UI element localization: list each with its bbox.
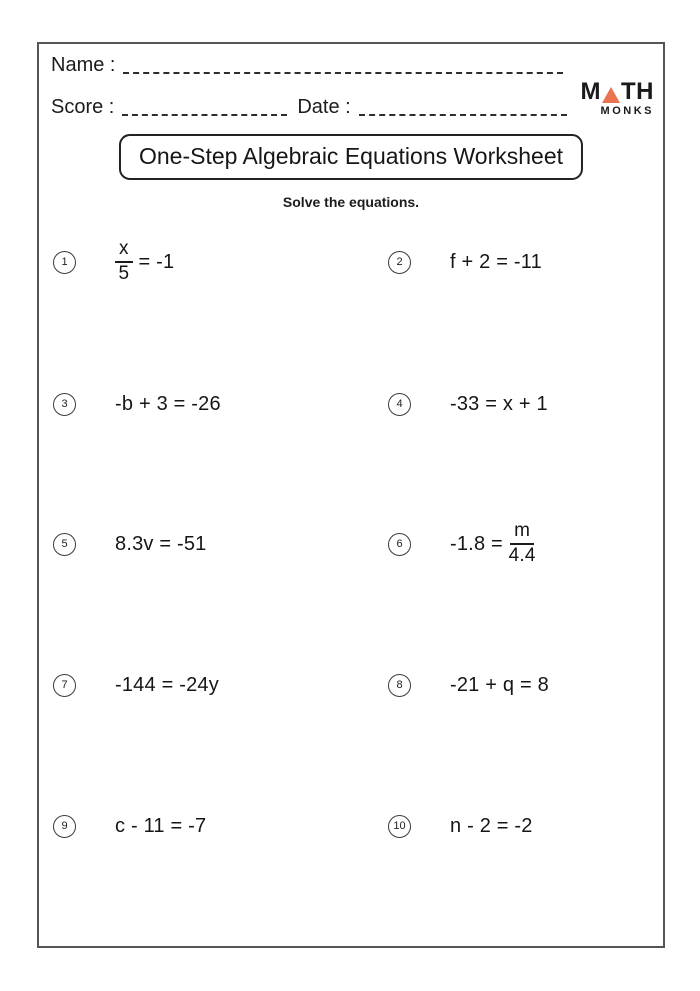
problem-9 [53, 796, 206, 856]
logo-letter-m: M [580, 78, 601, 105]
problem-8 [388, 655, 549, 715]
problem-number-badge: 4 [388, 393, 411, 416]
equation [450, 251, 542, 274]
equation [115, 239, 174, 285]
equation [115, 674, 219, 697]
equation-text: c - 11 = -7 [115, 814, 207, 837]
fraction [115, 239, 133, 285]
problem-10 [388, 796, 533, 856]
equation-text: -33 = x + 1 [450, 392, 548, 415]
problem-number-badge: 6 [388, 533, 411, 556]
math-monks-logo [581, 80, 655, 117]
problem-2 [388, 232, 542, 292]
equation [450, 521, 536, 567]
name-fill-line [123, 64, 563, 74]
date-label: Date : [297, 96, 351, 118]
equation [115, 393, 221, 416]
equation-text: -1.8 = [450, 532, 509, 555]
equation-text: -144 = -24y [115, 673, 219, 696]
problem-number-badge: 1 [53, 251, 76, 274]
problem-number-badge: 8 [388, 674, 411, 697]
page-title: One-Step Algebraic Equations Worksheet [138, 143, 564, 169]
equation [450, 815, 533, 838]
equation-text: n - 2 = -2 [450, 814, 533, 837]
fraction-denominator: 5 [118, 263, 130, 284]
problem-6 [388, 514, 536, 574]
logo-subtext: MONKS [600, 105, 654, 117]
equation-text: -b + 3 = -26 [115, 392, 221, 415]
problem-7 [53, 655, 219, 715]
triangle-icon [602, 87, 620, 103]
fraction-numerator: x [115, 239, 133, 263]
problem-1 [53, 232, 174, 292]
problem-number-badge: 7 [53, 674, 76, 697]
equation-text: 8.3v = -51 [115, 532, 207, 555]
problem-4 [388, 374, 548, 434]
fraction-numerator: m [510, 521, 534, 545]
date-fill-line [359, 106, 567, 116]
instruction-text: Solve the equations. [282, 194, 420, 210]
equation-text: f + 2 = -11 [450, 250, 542, 273]
equation [450, 674, 549, 697]
problem-number-badge: 2 [388, 251, 411, 274]
logo-letters-th: TH [621, 78, 654, 105]
score-label: Score : [51, 96, 115, 118]
name-row [51, 54, 563, 77]
fraction-denominator: 4.4 [508, 545, 536, 566]
problem-3 [53, 374, 221, 434]
worksheet-frame [37, 42, 665, 948]
problem-number-badge: 5 [53, 533, 76, 556]
problem-number-badge: 9 [53, 815, 76, 838]
score-date-row [51, 96, 567, 119]
equation [450, 393, 548, 416]
problem-number-badge: 10 [388, 815, 411, 838]
problem-5 [53, 514, 207, 574]
equation [115, 533, 207, 556]
equation [115, 815, 206, 838]
equation-text: -21 + q = 8 [450, 673, 549, 696]
name-label: Name : [51, 54, 116, 76]
score-fill-line [122, 106, 287, 116]
logo-wordmark [581, 80, 655, 104]
problem-number-badge: 3 [53, 393, 76, 416]
title-box [119, 134, 583, 180]
equation-text: = -1 [132, 250, 175, 273]
fraction [509, 521, 536, 567]
